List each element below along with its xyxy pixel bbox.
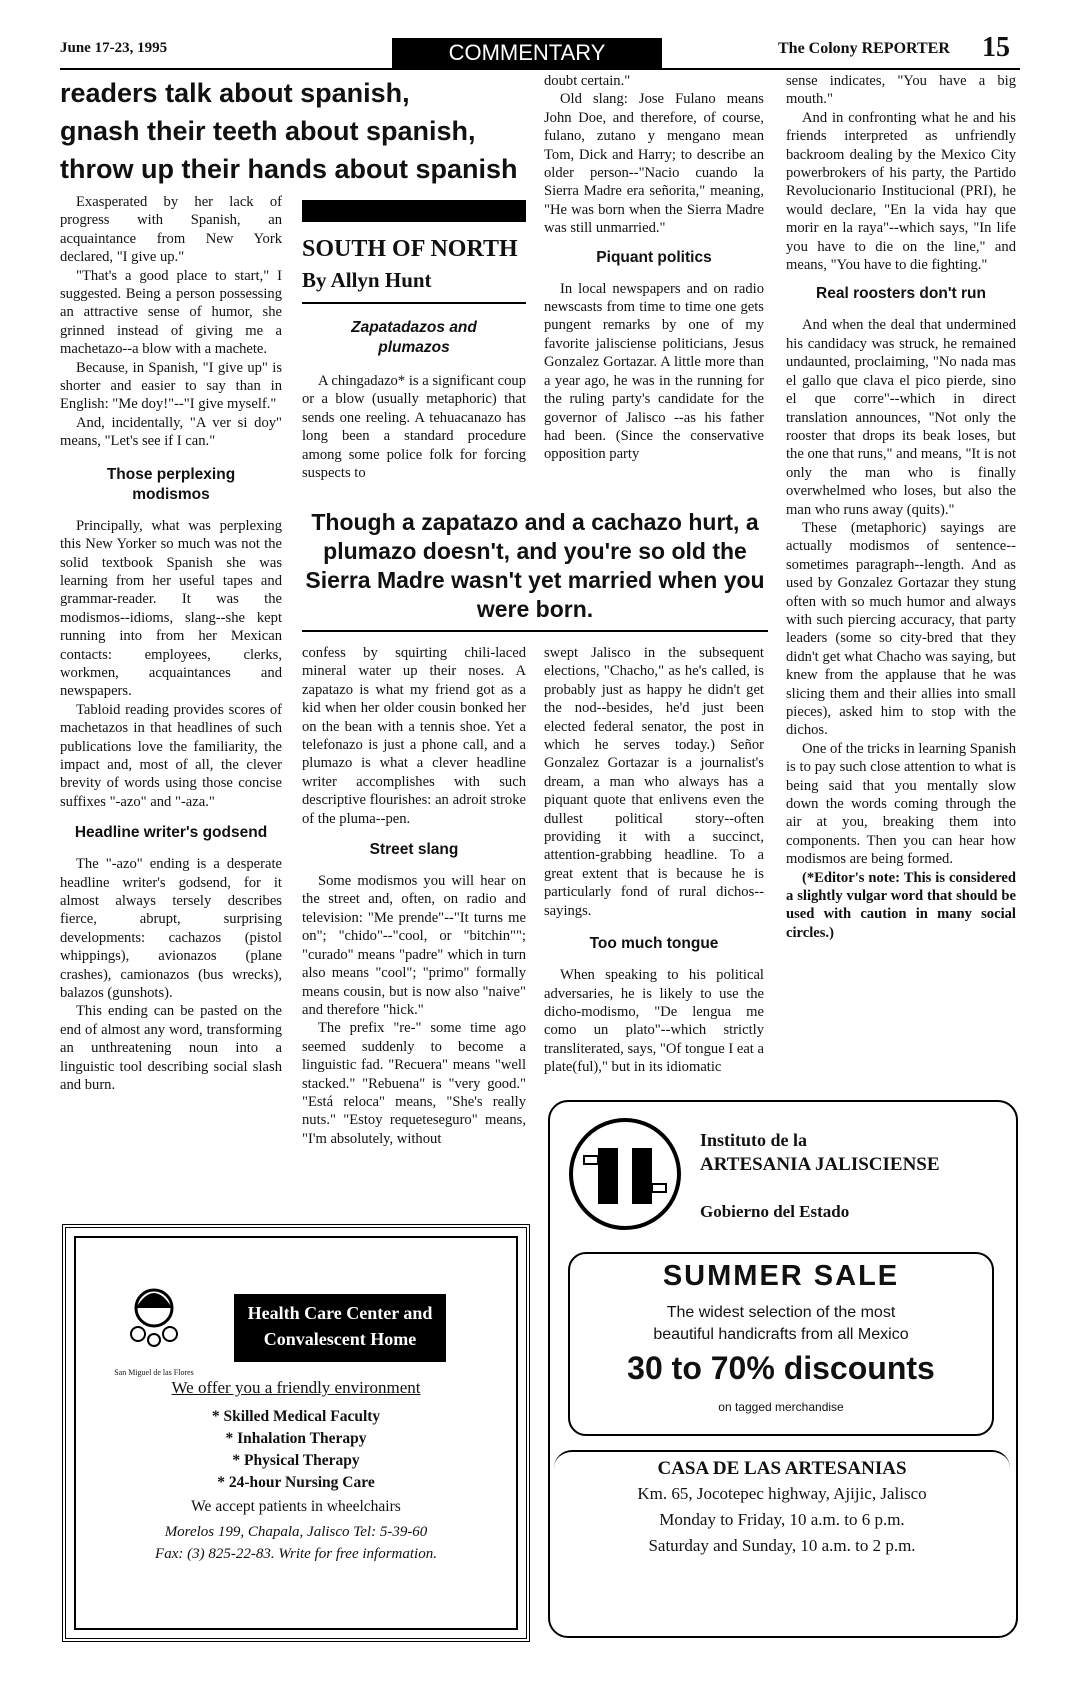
subhead: Real roosters don't run: [816, 285, 986, 303]
paragraph: swept Jalisco in the subsequent elections, "Chacho," as he's called, is probably just as happy he didn't get the nod--besides, he'd just been elected federal senator, the post in which he serves today.) Señor Gonzalez Gortazar is a journalist's dream, a man who always has a piquant quote that enlivens even the dullest political story--often providing it with a succinct, attention-grabbing headline. To a great extent that is because he is particularly fond of rural dichos--sayings.: [544, 645, 764, 919]
care-title-2: Convalescent Home: [263, 1329, 417, 1349]
paragraph: When speaking to his political adversaries, he is likely to use the dicho-modismo, "De lengua me como un plato"--which strictly transliterated, says, "Of tongue I eat a plate(ful)," but in its idiomatic: [544, 967, 764, 1076]
care-tagline: We offer you a friendly environment: [171, 1378, 421, 1397]
column-4: [786, 72, 1016, 942]
page-number: 15: [982, 32, 1010, 63]
paragraph: Principally, what was perplexing this New Yorker so much was not the solid textbook Spanish she was learning from her useful tapes and grammar-reader. It was the modismos--idioms, slang--she kept running into from her Mexican contacts: employees, clerks, workmen, acquaintances and newspapers.: [60, 517, 282, 700]
subhead: Too much tongue: [589, 935, 719, 953]
care-note: We accept patients in wheelchairs: [191, 1498, 401, 1515]
byline: By Allyn Hunt: [302, 268, 432, 292]
paragraph: Because, in Spanish, "I give up" is shorter and easier to say than in English: "Me doy!"--"I give myself.": [60, 359, 282, 413]
inst-name-2: ARTESANIA JALISCIENSE: [700, 1154, 940, 1175]
casa-hours-1: Monday to Friday, 10 a.m. to 6 p.m.: [659, 1510, 905, 1529]
paragraph: confess by squirting chili-laced mineral water up their noses. A zapatazo is what my friend got as a kid when her older cousin bonked her on the bean with a tennis shoe. Yet a telefonazo is just a phone call, and a plumazo is what a clever headline writer accomplishes with such descriptive flourishes: an adroit stroke of the pluma--pen.: [302, 645, 526, 827]
health-care-ad: [62, 1224, 530, 1642]
care-address: Morelos 199, Chapala, Jalisco Tel: 5-39-60: [164, 1524, 428, 1540]
subhead: Street slang: [369, 841, 459, 859]
section-banner: [392, 38, 662, 68]
paragraph: A chingadazo* is a significant coup or a blow (usually metaphoric) that sends one reeling. A tehuacanazo has long been a standard procedure among some police folk for forcing suspects to: [302, 373, 526, 482]
paragraph: sense indicates, "You have a big mouth.": [786, 73, 1016, 108]
column-1: [60, 193, 282, 1094]
care-service-item: * Skilled Medical Faculty: [211, 1408, 381, 1425]
column-name-bar: [302, 200, 526, 222]
byline-rule: [302, 302, 526, 304]
paragraph: Some modismos you will hear on the street and, often, on radio and television: "Me prende"--"It turns me on"; "chido"--"cool, or "bitchin""; "curado" means "padre" which in turn also means "cool"; "primo" formally means cousin, but is now also "naive" and therefore "hick.": [302, 873, 526, 1018]
inst-name-1: Instituto de la: [700, 1130, 808, 1150]
gov-label: Gobierno del Estado: [700, 1202, 850, 1221]
care-service-item: * Physical Therapy: [232, 1452, 360, 1469]
column-2-top: [302, 318, 526, 482]
column-3-bottom: [544, 644, 764, 1077]
column-name: SOUTH OF NORTH: [302, 236, 518, 262]
subhead: Piquant politics: [596, 248, 712, 266]
headline: [60, 74, 540, 188]
care-title-1: Health Care Center and: [247, 1303, 433, 1323]
care-fax: Fax: (3) 825-22-83. Write for free information.: [155, 1546, 437, 1562]
column-2-bottom: [302, 644, 526, 1148]
paragraph: The "-azo" ending is a desperate headline writer's godsend, for it almost always tersely describes fierce, abrupt, surprising developments: cachazos (pistol whippings), avionazos (plane crashes), camionazos (bus wrecks), balazos (gunshots).: [60, 856, 282, 1002]
paragraph: The prefix "re-" some time ago seemed suddenly to become a linguistic fad. "Recuera" means "well stacked." "Rebuena" is "very good." "Está reloca" means, "She's really nuts." "Estoy requeteseguro" means, "I'm absolutely, without: [302, 1020, 526, 1147]
paragraph: And when the deal that undermined his candidacy was struck, he remained undaunted, proclaiming, "No nada mas el gallo que clava el pico pierde, sino el que corre"--which in direct translation announces, "Not only the rooster that drops its beak loses, but the one that runs," and means, "It is not only the man who is finally overwhelmed who loses, but also the man who runs away (quits).": [786, 317, 1016, 518]
paragraph: And, incidentally, "A ver si doy" means, "Let's see if I can.": [60, 414, 282, 450]
care-logo-icon: [114, 1278, 194, 1368]
pull-quote-rule: [302, 630, 768, 632]
editor-note: (*Editor's note: This is considered a slightly vulgar word that should be used with caution in many social circles.): [786, 869, 1016, 941]
headline-line-1: readers talk about spanish,: [60, 78, 410, 108]
care-title-block: [234, 1294, 446, 1362]
casa-box: [554, 1450, 1010, 1632]
pull-quote: Though a zapatazo and a cachazo hurt, a plumazo doesn't, and you're so old the Sierra Madre wasn't yet married when you were born.: [305, 509, 765, 622]
paragraph: And in confronting what he and his friends interpreted as unfriendly backroom dealing by the Mexico City powerbrokers of his party, the Partido Revolucionario Institucional (PRI), he would declare, "En la vida hay que morir en la raya"--which says, "In life you have to die on the line," and means, "You have to die fighting.": [786, 109, 1016, 274]
care-service-item: * Inhalation Therapy: [225, 1430, 367, 1447]
subhead: Those perplexing modismos: [106, 465, 236, 503]
headline-line-2: gnash their teeth about spanish,: [60, 116, 476, 146]
hands-logo-icon: [560, 1114, 690, 1234]
subhead: Zapatadazos and plumazos: [351, 319, 477, 356]
care-services: [66, 1406, 526, 1494]
paragraph: This ending can be pasted on the end of almost any word, transforming an unthreatening noun into a linguistic tool describing social slash and burn.: [60, 1003, 282, 1094]
paragraph: These (metaphoric) sayings are actually modismos of sentence--sometimes paragraph--length. And as used by Gonzalez Gortazar they stung often with so much humor and always with such piercing accuracy, that party leaders (some so city-bred that they didn't get what Chacho was saying, but knew from the applause that he was slicing them and their allies into small pieces), asked him to stop with the dichos.: [786, 519, 1016, 739]
sale-title: SUMMER SALE: [662, 1260, 900, 1292]
headline-line-3: throw up their hands about spanish: [60, 154, 518, 184]
paragraph: Tabloid reading provides scores of machetazos in that headlines of such publications love the familiarity, the impact and, most of all, the clever brevity of words using those concise suffixes "-azo" and "-aza.": [60, 701, 282, 810]
column-3-top: [544, 72, 764, 464]
casa-hours-2: Saturday and Sunday, 10 a.m. to 2 p.m.: [648, 1536, 916, 1555]
masthead-rule: [60, 68, 1020, 70]
sale-tagged: on tagged merchandise: [718, 1400, 844, 1414]
paragraph: Old slang: Jose Fulano means John Doe, and therefore, of course, fulano, zutano y mengano mean Tom, Dick and Harry; to describe an older person--"Nacio cuando la Sierra Madre era señorita," meaning, "He was born when the Sierra Madre was still unmarried.": [544, 91, 764, 237]
artesania-ad: [548, 1100, 1018, 1638]
paragraph: Exasperated by her lack of progress with Spanish, an acquaintance from New York declared, "I give up.": [60, 194, 282, 266]
paragraph: doubt certain.": [544, 73, 631, 89]
care-logo-text: San Miguel de las Flores: [114, 1368, 194, 1377]
sale-discount: 30 to 70% discounts: [627, 1350, 935, 1386]
sale-box: [568, 1252, 994, 1436]
subhead: Headline writer's godsend: [74, 824, 268, 842]
casa-title: CASA DE LAS ARTESANIAS: [657, 1458, 907, 1479]
care-service-item: * 24-hour Nursing Care: [217, 1474, 375, 1491]
sale-line-1: The widest selection of the most: [666, 1304, 896, 1321]
paragraph: One of the tricks in learning Spanish is to pay such close attention to what is being said that you mentally slow down the words coming through the air at you, breaking them into components. Then you can hear how modismos are being formed.: [786, 740, 1016, 868]
paragraph: In local newspapers and on radio newscasts from time to time one gets pungent remarks by one of my favorite jalisciense politicians, Jesus Gonzalez Gortazar. A little more than a year ago, he was in the running for the ruling party's candidate for the governor of Jalisco --as his father had been. (Since the conservative opposition party: [544, 280, 764, 463]
paragraph: "That's a good place to start," I suggested. Being a person possessing an attractive sense of humor, she grinned instead of giving me a machetazo--a blow with a machete.: [60, 267, 282, 358]
section-title: COMMENTARY: [448, 40, 606, 65]
casa-address: Km. 65, Jocotepec highway, Ajijic, Jalisco: [637, 1484, 927, 1503]
masthead-paper: The Colony REPORTER: [778, 40, 950, 57]
masthead-date: June 17-23, 1995: [60, 40, 168, 56]
sale-line-2: beautiful handicrafts from all Mexico: [653, 1326, 909, 1343]
